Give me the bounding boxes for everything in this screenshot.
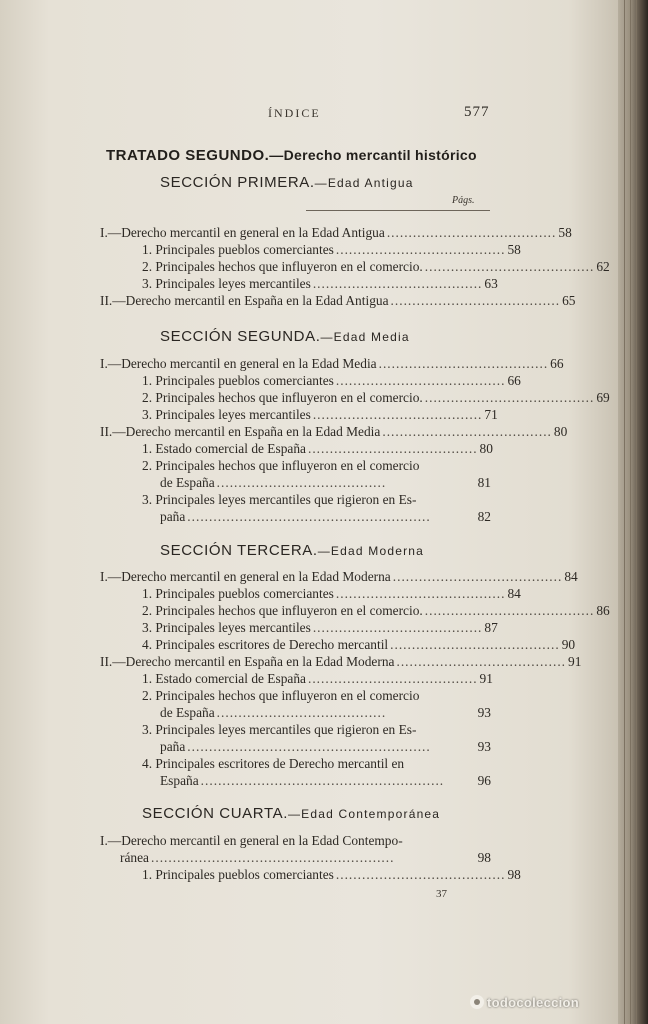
toc-entry-line: 2. Principales hechos que influyeron en el comercio xyxy=(142,688,420,703)
toc-entry: ránea ........................................................ 98 xyxy=(120,850,491,865)
toc-entry-line: 4. Principales escritores de Derecho mercantil en xyxy=(142,756,405,771)
toc-entry: 4. Principales escritores de Derecho mercantil ....................................... 90 xyxy=(142,637,576,652)
toc-entry-line: 2. Principales hechos que influyeron en el comercio xyxy=(142,458,420,473)
toc-entry: de España ....................................... 93 xyxy=(160,705,491,720)
toc-entry: 3. Principales leyes mercantiles ....................................... 63 xyxy=(142,276,498,291)
toc-entry: I.—Derecho mercantil en general en la Edad Moderna ....................................... 84 xyxy=(100,569,578,584)
toc-entry-line: 3. Principales leyes mercantiles que rigieron en Es- xyxy=(142,492,417,507)
watermark-logo-icon xyxy=(470,995,484,1009)
tratado-heading xyxy=(106,147,477,164)
pags-label: Págs. xyxy=(452,195,475,206)
toc-entry: II.—Derecho mercantil en España en la Edad Media ....................................... 80 xyxy=(100,424,568,439)
signature-mark: 37 xyxy=(436,888,447,900)
toc-entry: de España ....................................... 81 xyxy=(160,475,491,490)
toc-entry: 1. Principales pueblos comerciantes ....................................... 58 xyxy=(142,242,521,257)
toc-entry: paña ........................................................ 93 xyxy=(160,739,491,754)
toc-entry: I.—Derecho mercantil en general en la Edad Antigua ....................................... 58 xyxy=(100,225,572,240)
toc-entry: 2. Principales hechos que influyeron en el comercio. ....................................... 62 xyxy=(142,259,610,274)
toc-entry: 2. Principales hechos que influyeron en el comercio. ....................................... 69 xyxy=(142,390,610,405)
tratado-subtitle: —Derecho mercantil histórico xyxy=(269,147,477,163)
section-heading: SECCIÓN TERCERA.—Edad Moderna xyxy=(160,542,425,559)
toc-entry: 1. Principales pueblos comerciantes ....................................... 84 xyxy=(142,586,521,601)
tratado-title: TRATADO SEGUNDO. xyxy=(106,147,270,164)
toc-entry: I.—Derecho mercantil en general en la Edad Media ....................................... 66 xyxy=(100,356,564,371)
divider xyxy=(306,210,490,211)
toc-entry: 2. Principales hechos que influyeron en el comercio. ....................................... 86 xyxy=(142,603,610,618)
toc-entry: España ........................................................ 96 xyxy=(160,773,491,788)
toc-entry: 3. Principales leyes mercantiles ....................................... 87 xyxy=(142,620,498,635)
section-heading: SECCIÓN PRIMERA.—Edad Antigua xyxy=(160,174,414,191)
book-spine xyxy=(618,0,648,1024)
toc-entry: 1. Estado comercial de España ....................................... 80 xyxy=(142,441,493,456)
toc-entry: 3. Principales leyes mercantiles ....................................... 71 xyxy=(142,407,498,422)
section-heading: SECCIÓN SEGUNDA.—Edad Media xyxy=(160,328,410,345)
toc-entry: paña ........................................................ 82 xyxy=(160,509,491,524)
watermark: todocoleccion xyxy=(470,995,579,1010)
page-number: 577 xyxy=(464,104,490,120)
toc-entry: 1. Estado comercial de España ....................................... 91 xyxy=(142,671,493,686)
toc-entry-line: 3. Principales leyes mercantiles que rigieron en Es- xyxy=(142,722,417,737)
toc-entry: II.—Derecho mercantil en España en la Edad Antigua ....................................... 65 xyxy=(100,293,576,308)
toc-entry: 1. Principales pueblos comerciantes ....................................... 66 xyxy=(142,373,521,388)
running-header-title: ÍNDICE xyxy=(268,106,321,120)
toc-entry: 1. Principales pueblos comerciantes ....................................... 98 xyxy=(142,867,521,882)
section-heading: SECCIÓN CUARTA.—Edad Contemporánea xyxy=(142,805,441,822)
toc-entry: II.—Derecho mercantil en España en la Edad Moderna ....................................... 91 xyxy=(100,654,582,669)
toc-entry-line: I.—Derecho mercantil en general en la Edad Contempo- xyxy=(100,833,403,848)
